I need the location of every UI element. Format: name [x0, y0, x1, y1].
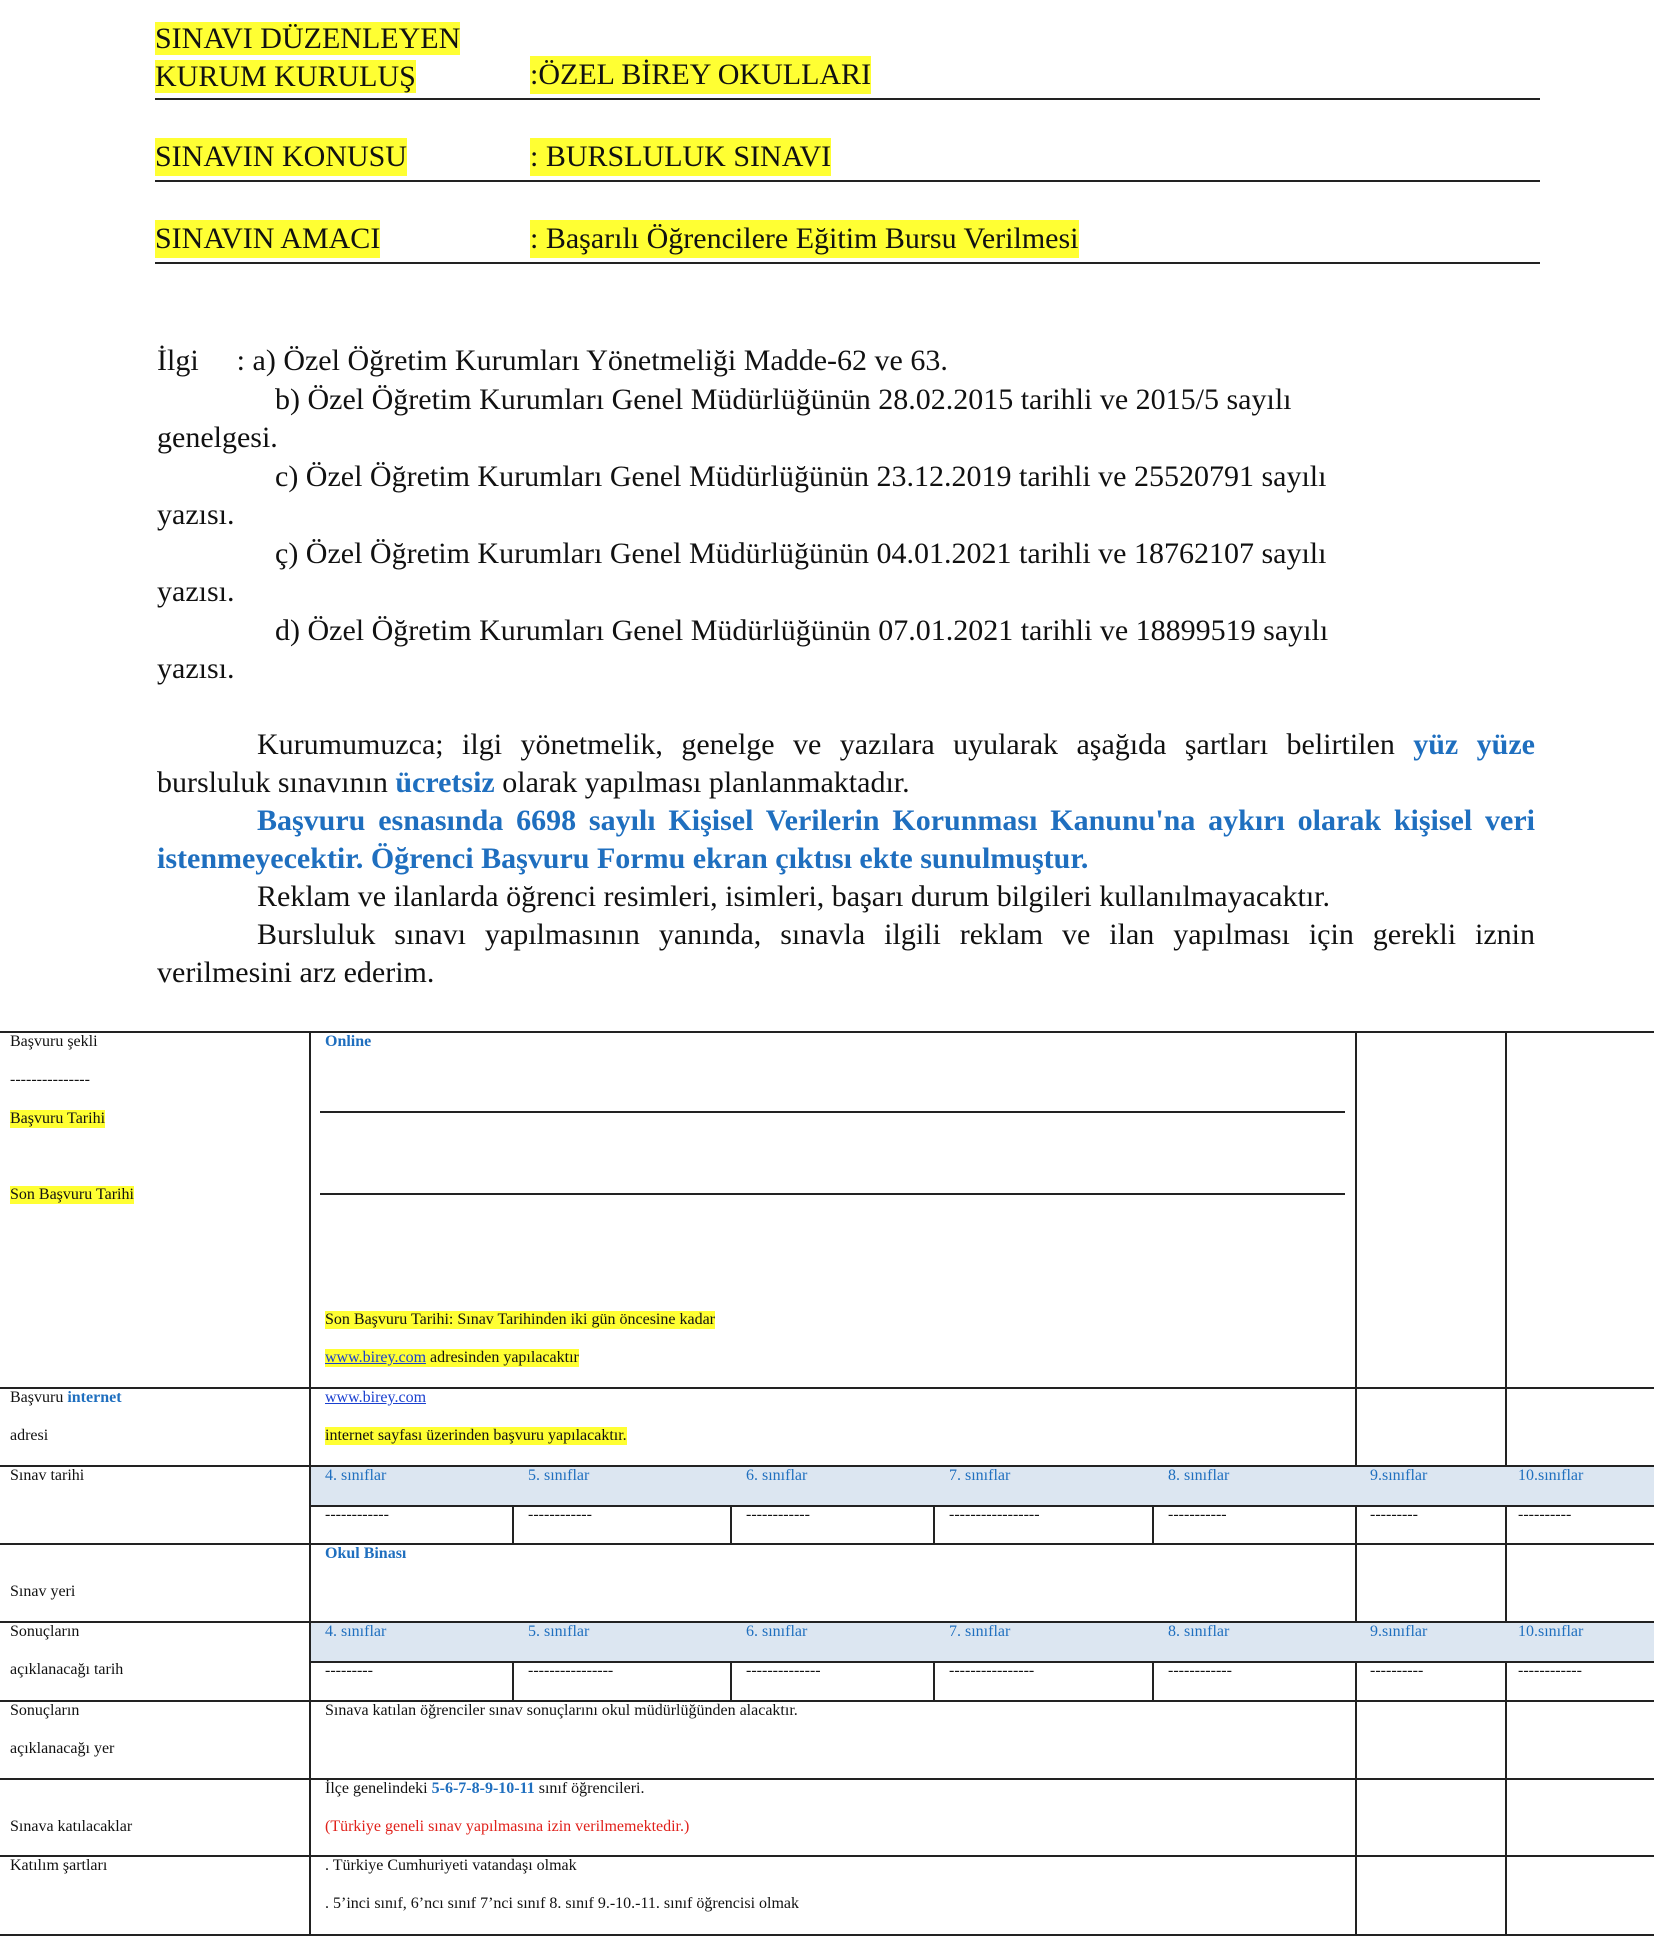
label-dashes: --------------- [10, 1071, 90, 1088]
participants-label: Sınava katılacaklar [10, 1818, 133, 1835]
results-date-blank: -------------- [746, 1662, 821, 1679]
results-date-grade: 4. sınıflar [325, 1623, 387, 1640]
paragraph-3: Reklam ve ilanlarda öğrenci resimleri, isimleri, başarı durum bilgileri kullanılmayacaktır. [257, 880, 1330, 913]
blank-line-deadline [320, 1193, 1345, 1195]
condition-2: . 5’inci sınıf, 6’ncı sınıf 7’nci sınıf 8. sınıf 9.-10.-11. sınıf öğrencisi olmak [325, 1895, 799, 1912]
paragraph-1 [157, 726, 1535, 802]
exam-date-blank: --------- [1370, 1506, 1418, 1523]
internet-word: internet [67, 1389, 122, 1406]
body-block [157, 726, 1535, 992]
table-line [0, 1031, 1654, 1033]
table-line [0, 1778, 1654, 1780]
p1-free: ücretsiz [395, 766, 495, 799]
condition-1: . Türkiye Cumhuriyeti vatandaşı olmak [325, 1857, 577, 1874]
organizer-value: :ÖZEL BİREY OKULLARI [530, 56, 871, 94]
internet-address-value: internet sayfası üzerinden başvuru yapılacaktır. [325, 1427, 627, 1444]
ref-a [157, 342, 1537, 381]
ref-cc-line2: yazısı. [157, 575, 235, 608]
paragraph-2-kvkk: Başvuru esnasında 6698 sayılı Kişisel Verilerin Korunması Kanunu'na aykırı olarak kişisel veri istenmeyecektir. Öğrenci Başvuru Formu ekran çıktısı ekte sunulmuştur. [157, 804, 1535, 875]
p1-text-a: Kurumumuzca; ilgi yönetmelik, genelge ve yazılara uyularak aşağıda şartları belirtilen [257, 728, 1414, 761]
table-line [0, 1934, 1654, 1936]
exam-date-blank: ----------- [1168, 1506, 1227, 1523]
birey-website-link[interactable]: www.birey.com [325, 1389, 427, 1406]
ref-d-line2: yazısı. [157, 652, 235, 685]
internet-address-label-c: adresi [10, 1427, 49, 1444]
table-line [0, 1855, 1654, 1857]
results-date-grade: 10.sınıflar [1518, 1623, 1584, 1640]
ref-cc-line1: ç) Özel Öğretim Kurumları Genel Müdürlüğünün 04.01.2021 tarihli ve 18762107 sayılı [275, 536, 1327, 570]
ref-b-line2: genelgesi. [157, 421, 278, 454]
exam-date-grade: 10.sınıflar [1518, 1467, 1584, 1484]
results-date-grade: 5. sınıflar [528, 1623, 590, 1640]
application-type-value: Online [325, 1033, 372, 1050]
p1-text-c: bursluluk sınavının [157, 766, 396, 799]
results-date-grade: 9.sınıflar [1370, 1623, 1428, 1640]
deadline-note-suffix: adresinden yapılacaktır [426, 1349, 579, 1366]
exam-date-grade: 8. sınıflar [1168, 1467, 1230, 1484]
participants-text-a: İlçe genelindeki [325, 1780, 432, 1797]
results-date-blank: ---------- [1370, 1662, 1424, 1679]
participants-value [325, 1780, 644, 1798]
exam-date-blank: ------------ [325, 1506, 389, 1523]
subject-label: SINAVIN KONUSU [155, 138, 407, 176]
results-date-blank: ---------------- [949, 1662, 1035, 1679]
exam-date-blank: ---------- [1518, 1506, 1572, 1523]
results-date-grade: 6. sınıflar [746, 1623, 808, 1640]
application-date-label: Başvuru Tarihi [10, 1110, 106, 1127]
internet-address-label [10, 1389, 122, 1407]
participants-text-c: sınıf öğrencileri. [534, 1780, 645, 1797]
exam-place-label: Sınav yeri [10, 1583, 76, 1600]
internet-address-label-a: Başvuru [10, 1389, 68, 1406]
references-block [157, 342, 1537, 689]
exam-date-grade: 6. sınıflar [746, 1467, 808, 1484]
header-row-organizer [155, 20, 1540, 100]
deadline-note: Son Başvuru Tarihi: Sınav Tarihinden iki gün öncesine kadar [325, 1311, 715, 1328]
results-place-value: Sınava katılan öğrenciler sınav sonuçlarını okul müdürlüğünden alacaktır. [325, 1702, 798, 1719]
exam-date-grade: 9.sınıflar [1370, 1467, 1428, 1484]
organizer-label-line2: KURUM KURULUŞ [155, 60, 416, 93]
exam-date-grade: 5. sınıflar [528, 1467, 590, 1484]
paragraph-4: Bursluluk sınavı yapılmasının yanında, sınavla ilgili reklam ve ilan yapılması için gerekli iznin verilmesini arz ederim. [157, 918, 1535, 989]
birey-link[interactable]: www.birey.com [325, 1349, 427, 1366]
results-date-grade: 7. sınıflar [949, 1623, 1011, 1640]
exam-date-blank: ------------ [528, 1506, 592, 1523]
blank-line-application-date [320, 1111, 1345, 1113]
deadline-note-line2 [325, 1349, 579, 1367]
exam-date-blank: ------------ [746, 1506, 810, 1523]
internet-address-link-cell [325, 1389, 426, 1407]
ref-a-text: : a) Özel Öğretim Kurumları Yönetmeliği Madde-62 ve 63. [236, 344, 948, 377]
results-date-label-line1: Sonuçların [10, 1623, 80, 1640]
participants-grades: 5-6-7-8-9-10-11 [431, 1780, 535, 1797]
subject-value: : BURSLULUK SINAVI [530, 138, 831, 176]
ref-c-line1: c) Özel Öğretim Kurumları Genel Müdürlüğünün 23.12.2019 tarihli ve 25520791 sayılı [275, 459, 1327, 493]
header-row-purpose [155, 182, 1540, 264]
p1-face-to-face: yüz yüze [1413, 728, 1535, 761]
header-row-subject [155, 100, 1540, 182]
table-line [0, 1700, 1654, 1702]
results-date-blank: ------------ [1518, 1662, 1582, 1679]
results-date-label-line2: açıklanacağı tarih [10, 1661, 124, 1678]
participants-restriction: (Türkiye geneli sınav yapılmasına izin verilmemektedir.) [325, 1818, 690, 1835]
results-place-label-line1: Sonuçların [10, 1702, 80, 1719]
exam-place-value: Okul Binası [325, 1545, 407, 1562]
exam-date-label: Sınav tarihi [10, 1467, 85, 1484]
ref-b-line1: b) Özel Öğretim Kurumları Genel Müdürlüğünün 28.02.2015 tarihli ve 2015/5 sayılı [275, 382, 1292, 416]
exam-date-grade: 7. sınıflar [949, 1467, 1011, 1484]
table-line [0, 1543, 1654, 1545]
results-date-blank: --------- [325, 1662, 373, 1679]
results-date-blank: ---------------- [528, 1662, 614, 1679]
ilgi-label: İlgi [157, 344, 199, 377]
organizer-label-line1: SINAVI DÜZENLEYEN [155, 22, 461, 55]
table-line [0, 1387, 1654, 1389]
header-block [155, 20, 1540, 264]
exam-date-grade: 4. sınıflar [325, 1467, 387, 1484]
deadline-label: Son Başvuru Tarihi [10, 1186, 134, 1203]
ref-d-line1: d) Özel Öğretim Kurumları Genel Müdürlüğünün 07.01.2021 tarihli ve 18899519 sayılı [275, 613, 1329, 647]
p1-text-e: olarak yapılması planlanmaktadır. [494, 766, 910, 799]
purpose-value: : Başarılı Öğrencilere Eğitim Bursu Verilmesi [530, 220, 1079, 258]
results-date-grade: 8. sınıflar [1168, 1623, 1230, 1640]
application-type-label: Başvuru şekli [10, 1033, 98, 1050]
purpose-label: SINAVIN AMACI [155, 220, 380, 258]
results-place-label-line2: açıklanacağı yer [10, 1740, 115, 1757]
ref-c-line2: yazısı. [157, 498, 235, 531]
exam-date-blank: ----------------- [949, 1506, 1040, 1523]
results-date-blank: ------------ [1168, 1662, 1232, 1679]
conditions-label: Katılım şartları [10, 1857, 108, 1874]
